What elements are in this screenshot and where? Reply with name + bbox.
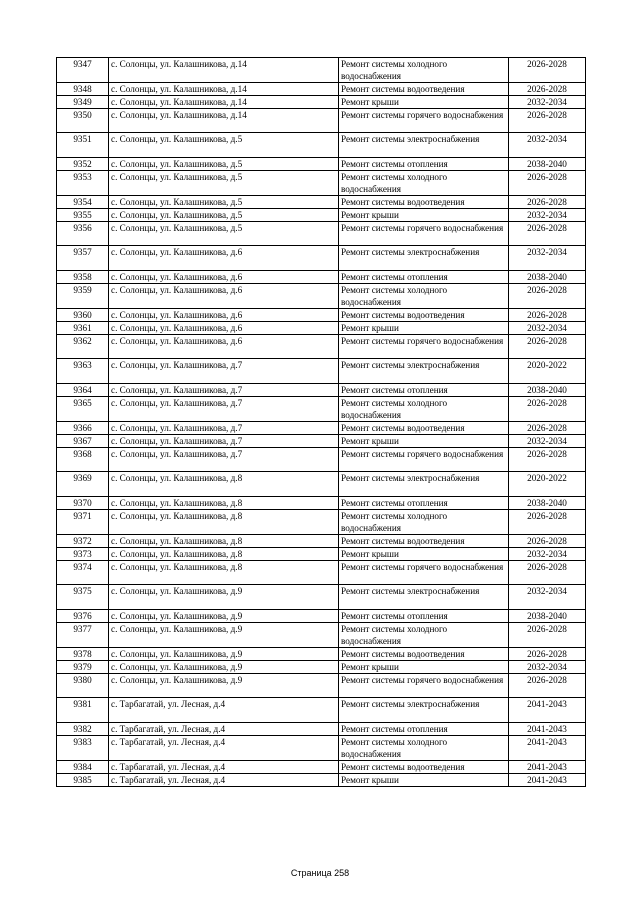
row-period: 2032-2034: [509, 133, 586, 158]
row-work-type: Ремонт системы горячего водоснабжения: [339, 335, 509, 359]
row-number: 9373: [57, 548, 109, 561]
row-number: 9352: [57, 158, 109, 171]
row-period: 2026-2028: [509, 335, 586, 359]
row-number: 9350: [57, 109, 109, 133]
table-row: [57, 435, 586, 448]
row-address: с. Тарбагатай, ул. Лесная, д.4: [109, 723, 339, 736]
row-address: с. Тарбагатай, ул. Лесная, д.4: [109, 774, 339, 787]
table-row: [57, 585, 586, 610]
row-work-type: Ремонт системы холодного водоснабжения: [339, 171, 509, 196]
table-row: [57, 535, 586, 548]
row-work-type: Ремонт системы водоотведения: [339, 309, 509, 322]
row-number: 9376: [57, 610, 109, 623]
table-row: [57, 448, 586, 472]
row-number: 9383: [57, 736, 109, 761]
table-row: [57, 384, 586, 397]
row-work-type: Ремонт крыши: [339, 435, 509, 448]
row-work-type: Ремонт системы холодного водоснабжения: [339, 623, 509, 648]
row-work-type: Ремонт крыши: [339, 209, 509, 222]
row-address: с. Солонцы, ул. Калашникова, д.5: [109, 171, 339, 196]
table-row: [57, 83, 586, 96]
row-address: с. Солонцы, ул. Калашникова, д.7: [109, 435, 339, 448]
row-work-type: Ремонт системы водоотведения: [339, 761, 509, 774]
row-period: 2032-2034: [509, 435, 586, 448]
row-number: 9351: [57, 133, 109, 158]
row-period: 2026-2028: [509, 422, 586, 435]
row-address: с. Солонцы, ул. Калашникова, д.6: [109, 322, 339, 335]
row-number: 9385: [57, 774, 109, 787]
row-address: с. Солонцы, ул. Калашникова, д.14: [109, 58, 339, 83]
row-address: с. Солонцы, ул. Калашникова, д.8: [109, 510, 339, 535]
row-number: 9375: [57, 585, 109, 610]
row-address: с. Солонцы, ул. Калашникова, д.14: [109, 109, 339, 133]
row-period: 2026-2028: [509, 309, 586, 322]
row-work-type: Ремонт системы горячего водоснабжения: [339, 674, 509, 698]
row-address: с. Солонцы, ул. Калашникова, д.6: [109, 335, 339, 359]
table-row: [57, 171, 586, 196]
row-period: 2026-2028: [509, 623, 586, 648]
table-row: [57, 497, 586, 510]
table-row: [57, 548, 586, 561]
row-address: с. Солонцы, ул. Калашникова, д.8: [109, 472, 339, 497]
row-address: с. Солонцы, ул. Калашникова, д.8: [109, 535, 339, 548]
row-address: с. Солонцы, ул. Калашникова, д.14: [109, 96, 339, 109]
row-number: 9368: [57, 448, 109, 472]
table-row: [57, 561, 586, 585]
row-address: с. Тарбагатай, ул. Лесная, д.4: [109, 698, 339, 723]
row-work-type: Ремонт крыши: [339, 774, 509, 787]
row-period: 2041-2043: [509, 761, 586, 774]
row-address: с. Тарбагатай, ул. Лесная, д.4: [109, 736, 339, 761]
row-period: 2026-2028: [509, 674, 586, 698]
table-row: [57, 158, 586, 171]
table-row: [57, 698, 586, 723]
row-work-type: Ремонт системы горячего водоснабжения: [339, 222, 509, 246]
row-number: 9353: [57, 171, 109, 196]
row-number: 9371: [57, 510, 109, 535]
row-number: 9363: [57, 359, 109, 384]
row-period: 2026-2028: [509, 397, 586, 422]
table-row: [57, 359, 586, 384]
repair-schedule-table: [56, 57, 586, 787]
row-address: с. Тарбагатай, ул. Лесная, д.4: [109, 761, 339, 774]
table-row: [57, 322, 586, 335]
row-number: 9359: [57, 284, 109, 309]
row-work-type: Ремонт системы холодного водоснабжения: [339, 58, 509, 83]
table-row: [57, 723, 586, 736]
row-period: 2038-2040: [509, 497, 586, 510]
row-work-type: Ремонт крыши: [339, 96, 509, 109]
row-work-type: Ремонт системы горячего водоснабжения: [339, 109, 509, 133]
row-number: 9356: [57, 222, 109, 246]
row-work-type: Ремонт системы водоотведения: [339, 422, 509, 435]
row-number: 9347: [57, 58, 109, 83]
table-row: [57, 736, 586, 761]
row-address: с. Солонцы, ул. Калашникова, д.8: [109, 548, 339, 561]
row-address: с. Солонцы, ул. Калашникова, д.9: [109, 661, 339, 674]
table-row: [57, 774, 586, 787]
row-number: 9349: [57, 96, 109, 109]
row-period: 2041-2043: [509, 736, 586, 761]
row-work-type: Ремонт системы водоотведения: [339, 196, 509, 209]
row-period: 2026-2028: [509, 222, 586, 246]
row-address: с. Солонцы, ул. Калашникова, д.5: [109, 158, 339, 171]
row-number: 9379: [57, 661, 109, 674]
row-work-type: Ремонт крыши: [339, 548, 509, 561]
table-row: [57, 674, 586, 698]
row-address: с. Солонцы, ул. Калашникова, д.5: [109, 133, 339, 158]
row-work-type: Ремонт системы водоотведения: [339, 535, 509, 548]
row-work-type: Ремонт системы электроснабжения: [339, 698, 509, 723]
row-work-type: Ремонт крыши: [339, 661, 509, 674]
row-period: 2038-2040: [509, 610, 586, 623]
row-number: 9372: [57, 535, 109, 548]
row-number: 9354: [57, 196, 109, 209]
row-work-type: Ремонт системы электроснабжения: [339, 472, 509, 497]
row-number: 9348: [57, 83, 109, 96]
row-address: с. Солонцы, ул. Калашникова, д.7: [109, 359, 339, 384]
row-period: 2020-2022: [509, 472, 586, 497]
row-period: 2026-2028: [509, 561, 586, 585]
row-address: с. Солонцы, ул. Калашникова, д.6: [109, 284, 339, 309]
table-row: [57, 271, 586, 284]
row-period: 2026-2028: [509, 109, 586, 133]
row-period: 2038-2040: [509, 158, 586, 171]
row-address: с. Солонцы, ул. Калашникова, д.8: [109, 561, 339, 585]
row-period: 2038-2040: [509, 271, 586, 284]
row-work-type: Ремонт системы электроснабжения: [339, 133, 509, 158]
row-work-type: Ремонт системы электроснабжения: [339, 585, 509, 610]
table-body: [57, 58, 586, 787]
row-number: 9380: [57, 674, 109, 698]
table-row: [57, 196, 586, 209]
row-address: с. Солонцы, ул. Калашникова, д.9: [109, 585, 339, 610]
row-work-type: Ремонт системы горячего водоснабжения: [339, 561, 509, 585]
row-work-type: Ремонт системы водоотведения: [339, 648, 509, 661]
row-work-type: Ремонт системы отопления: [339, 610, 509, 623]
row-address: с. Солонцы, ул. Калашникова, д.7: [109, 384, 339, 397]
table-row: [57, 648, 586, 661]
row-address: с. Солонцы, ул. Калашникова, д.7: [109, 422, 339, 435]
table-row: [57, 209, 586, 222]
row-period: 2026-2028: [509, 58, 586, 83]
row-period: 2041-2043: [509, 774, 586, 787]
row-period: 2026-2028: [509, 448, 586, 472]
row-work-type: Ремонт крыши: [339, 322, 509, 335]
table-row: [57, 58, 586, 83]
table-row: [57, 222, 586, 246]
table-row: [57, 284, 586, 309]
row-number: 9362: [57, 335, 109, 359]
row-period: 2041-2043: [509, 698, 586, 723]
row-work-type: Ремонт системы горячего водоснабжения: [339, 448, 509, 472]
row-address: с. Солонцы, ул. Калашникова, д.8: [109, 497, 339, 510]
table-row: [57, 309, 586, 322]
table-row: [57, 109, 586, 133]
row-work-type: Ремонт системы электроснабжения: [339, 359, 509, 384]
row-period: 2026-2028: [509, 196, 586, 209]
row-period: 2026-2028: [509, 284, 586, 309]
row-work-type: Ремонт системы отопления: [339, 271, 509, 284]
row-number: 9378: [57, 648, 109, 661]
row-address: с. Солонцы, ул. Калашникова, д.5: [109, 196, 339, 209]
row-period: 2032-2034: [509, 661, 586, 674]
row-period: 2026-2028: [509, 535, 586, 548]
row-period: 2041-2043: [509, 723, 586, 736]
row-period: 2032-2034: [509, 246, 586, 271]
row-number: 9365: [57, 397, 109, 422]
row-address: с. Солонцы, ул. Калашникова, д.5: [109, 222, 339, 246]
row-work-type: Ремонт системы отопления: [339, 497, 509, 510]
row-number: 9381: [57, 698, 109, 723]
row-address: с. Солонцы, ул. Калашникова, д.9: [109, 610, 339, 623]
row-number: 9366: [57, 422, 109, 435]
row-number: 9369: [57, 472, 109, 497]
row-address: с. Солонцы, ул. Калашникова, д.6: [109, 271, 339, 284]
row-address: с. Солонцы, ул. Калашникова, д.9: [109, 648, 339, 661]
row-address: с. Солонцы, ул. Калашникова, д.9: [109, 623, 339, 648]
table-row: [57, 623, 586, 648]
row-address: с. Солонцы, ул. Калашникова, д.6: [109, 309, 339, 322]
table-row: [57, 472, 586, 497]
row-period: 2038-2040: [509, 384, 586, 397]
row-period: 2020-2022: [509, 359, 586, 384]
table-row: [57, 96, 586, 109]
row-work-type: Ремонт системы холодного водоснабжения: [339, 510, 509, 535]
row-number: 9360: [57, 309, 109, 322]
row-number: 9367: [57, 435, 109, 448]
row-number: 9355: [57, 209, 109, 222]
row-number: 9377: [57, 623, 109, 648]
row-period: 2032-2034: [509, 209, 586, 222]
page-number: Страница 258: [290, 868, 350, 878]
row-work-type: Ремонт системы отопления: [339, 158, 509, 171]
table-row: [57, 335, 586, 359]
row-period: 2032-2034: [509, 585, 586, 610]
row-number: 9370: [57, 497, 109, 510]
table-row: [57, 133, 586, 158]
row-address: с. Солонцы, ул. Калашникова, д.6: [109, 246, 339, 271]
row-number: 9357: [57, 246, 109, 271]
row-number: 9361: [57, 322, 109, 335]
row-work-type: Ремонт системы отопления: [339, 723, 509, 736]
table-row: [57, 397, 586, 422]
row-work-type: Ремонт системы холодного водоснабжения: [339, 397, 509, 422]
row-work-type: Ремонт системы холодного водоснабжения: [339, 736, 509, 761]
row-number: 9382: [57, 723, 109, 736]
row-period: 2032-2034: [509, 322, 586, 335]
row-number: 9374: [57, 561, 109, 585]
table-row: [57, 661, 586, 674]
table-row: [57, 610, 586, 623]
row-address: с. Солонцы, ул. Калашникова, д.7: [109, 448, 339, 472]
row-period: 2032-2034: [509, 548, 586, 561]
row-number: 9358: [57, 271, 109, 284]
row-address: с. Солонцы, ул. Калашникова, д.5: [109, 209, 339, 222]
row-work-type: Ремонт системы холодного водоснабжения: [339, 284, 509, 309]
row-number: 9384: [57, 761, 109, 774]
row-period: 2026-2028: [509, 83, 586, 96]
row-work-type: Ремонт системы водоотведения: [339, 83, 509, 96]
row-period: 2032-2034: [509, 96, 586, 109]
row-work-type: Ремонт системы электроснабжения: [339, 246, 509, 271]
row-number: 9364: [57, 384, 109, 397]
row-address: с. Солонцы, ул. Калашникова, д.14: [109, 83, 339, 96]
row-address: с. Солонцы, ул. Калашникова, д.7: [109, 397, 339, 422]
table-row: [57, 510, 586, 535]
row-work-type: Ремонт системы отопления: [339, 384, 509, 397]
table-row: [57, 761, 586, 774]
row-period: 2026-2028: [509, 171, 586, 196]
table-row: [57, 422, 586, 435]
row-period: 2026-2028: [509, 510, 586, 535]
row-period: 2026-2028: [509, 648, 586, 661]
table-row: [57, 246, 586, 271]
row-address: с. Солонцы, ул. Калашникова, д.9: [109, 674, 339, 698]
